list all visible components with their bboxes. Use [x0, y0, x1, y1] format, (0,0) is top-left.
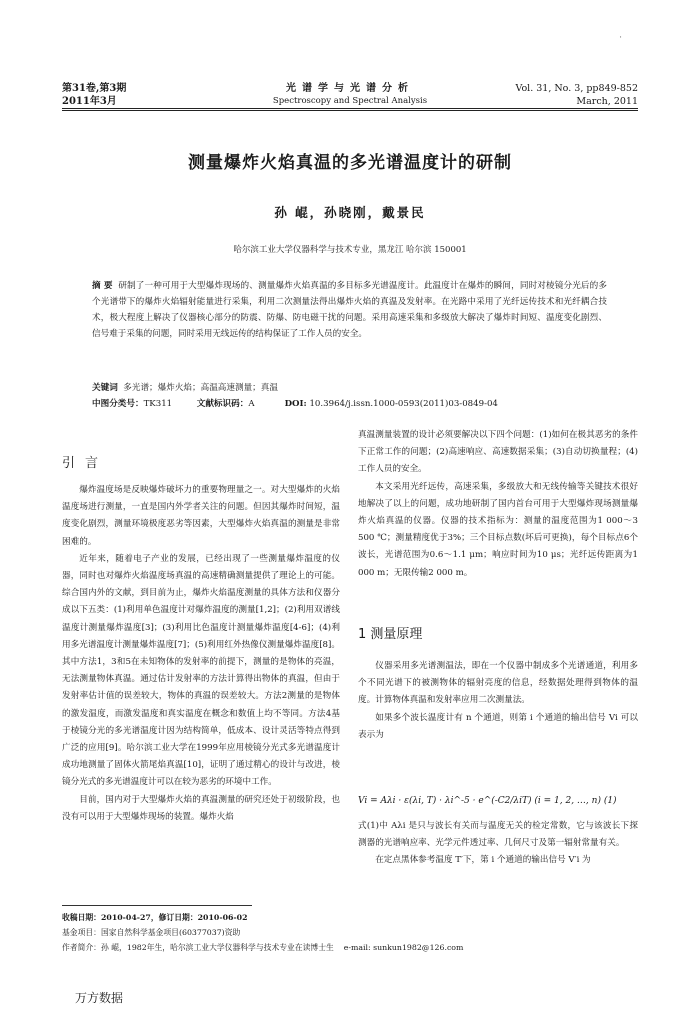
keywords-label: 关键词	[92, 383, 118, 393]
principle-paragraph: 如果多个波长温度计有 n 个通道，则第 i 个通道的输出信号 Vi 可以表示为	[358, 712, 638, 740]
journal-name	[250, 82, 450, 108]
journal-name-en: Spectroscopy and Spectral Analysis	[272, 96, 428, 106]
abstract-label: 摘 要	[92, 281, 113, 291]
section-heading-principle: 1 测量原理	[358, 627, 423, 642]
keywords-text: 多光谱；爆炸火焰；高温高速测量；真温	[123, 383, 278, 393]
left-column	[62, 482, 340, 826]
author-bio-text: 作者简介：孙 崐，1982年生，哈尔滨工业大学仪器科学与技术专业在读博士生	[62, 943, 334, 952]
author-email: e-mail: sunkun1982@126.com	[343, 943, 464, 952]
right-column	[358, 427, 638, 582]
margin-mark: ·	[619, 33, 622, 43]
principle-text	[358, 658, 638, 744]
keywords-block	[92, 380, 612, 412]
abstract-text: 研制了一种可用于大型爆炸现场的、测量爆炸火焰真温的多目标多光谱温度计。此温度计在爆炸的瞬间，同时对棱镜分光后的多个光谱带下的爆炸火焰辐射能量进行采集，利用二次测量法得出爆炸火焰的真温及发射率。在光路中采用了光纤远传技术和光纤耦合技术，极大程度上解决了仪器核心部分的防震、防爆、防电磁干扰的问题。采用高速采集和多级放大解决了爆炸时间短、温度变化剧烈、信号难于采集的问题，同时采用无线远传的结构保证了工作人员的安全。	[92, 281, 607, 339]
volume-issue: 第31卷,第3期	[62, 83, 127, 94]
header-rule-thin	[62, 110, 638, 111]
volume-pages: Vol. 31, No. 3, pp849-852	[515, 83, 638, 94]
footnotes	[62, 910, 642, 955]
doi-label: DOI:	[284, 399, 307, 409]
explanation-paragraph: 式(1)中 Aλi 是只与波长有关而与温度无关的检定常数，它与该波长下探测器的光谱响应率、光学元件透过率、几何尺寸及第一辐射常量有关。	[358, 821, 638, 849]
watermark: 万方数据	[75, 991, 124, 1005]
paper-title: 测量爆炸火焰真温的多光谱温度计的研制	[188, 153, 512, 173]
author-bio	[62, 940, 642, 955]
intro-paragraph: 目前，国内对于大型爆炸火焰的真温测量的研究还处于初级阶段，也没有可以用于大型爆炸现场的装置。爆炸火焰	[62, 794, 340, 822]
abstract	[92, 278, 607, 342]
section-heading-intro: 引言	[62, 456, 109, 471]
publication-date-en: March, 2011	[576, 96, 638, 107]
journal-volume-info	[62, 82, 126, 108]
header-rule	[62, 108, 638, 109]
paper-authors: 孙 崐，孙晓刚，戴景民	[274, 205, 426, 220]
formula-explanation	[358, 818, 638, 870]
publication-date: 2011年3月	[62, 96, 117, 107]
right-paragraph: 本文采用光纤远传，高速采集，多级放大和无线传输等关键技术很好地解决了以上的问题，成功地研制了国内首台可用于大型爆炸现场测量爆炸火焰真温的仪器。仪器的技术指标为：测量的温度范围为1 000～3 500 ℃；测量精度优于3%；三个目标点数(坏后可更换)，每个目标点6个波长，光谱范围为0.6～1.1 μm；响应时间为10 μs；光纤远传距离为1 000 m；无限传输2 000 m。	[358, 481, 638, 578]
clc-label: 中图分类号：	[92, 399, 144, 409]
journal-name-cn: 光谱学与光谱分析	[286, 83, 414, 94]
right-paragraph: 真温测量装置的设计必须要解决以下四个问题：(1)如何在极其恶劣的条件下正常工作的问题；(2)高速响应、高速数据采集；(3)自动切换量程；(4)工作人员的安全。	[358, 430, 638, 475]
journal-volume-info-en	[515, 82, 638, 108]
keywords-line	[92, 380, 612, 396]
clc-value: TK311	[143, 399, 173, 409]
doc-code-value: A	[248, 399, 255, 409]
equation-1: Vi = Aλi · ε(λi, T) · λi^-5 · e^(-C2/λiT) (i = 1, 2, …, n) (1)	[358, 796, 617, 806]
received-date: 收稿日期：2010-04-27，修订日期：2010-06-02	[62, 913, 248, 922]
explanation-paragraph: 在定点黑体参考温度 T′下，第 i 个通道的输出信号 V′i 为	[375, 855, 591, 866]
classification-line	[92, 396, 612, 412]
fund-info: 基金项目：国家自然科学基金项目(60377037)资助	[62, 928, 241, 937]
footnote-rule	[62, 905, 252, 906]
principle-paragraph: 仪器采用多光谱测温法，即在一个仪器中制成多个光谱通道，利用多个不同光谱下的被测物体的辐射亮度的信息，经数据处理得到物体的温度。计算物体真温和发射率应用二次测量法。	[358, 661, 638, 706]
intro-paragraph: 爆炸温度场是反映爆炸破坏力的重要物理量之一。对大型爆炸的火焰温度场进行测量，一直是国内外学者关注的问题。但因其爆炸时间短，温度变化剧烈，测量环境极度恶劣等因素，大型爆炸火焰真温的测量是非常困难的。	[62, 485, 340, 547]
author-affiliation: 哈尔滨工业大学仪器科学与技术专业，黑龙江 哈尔滨 150001	[233, 245, 467, 255]
doi-value: 10.3964/j.issn.1000-0593(2011)03-0849-04	[309, 399, 498, 409]
intro-paragraph: 近年来，随着电子产业的发展，已经出现了一些测量爆炸温度的仪器，同时也对爆炸火焰温度场真温的高速精确测量提供了理论上的可能。综合国内外的文献，到目前为止，爆炸火焰温度测量的具体方法和仪器分成以下五类：(1)利用单色温度计对爆炸温度的测量[1,2]；(2)利用双谱线温度计测量爆炸温度[3]；(3)利用比色温度计测量爆炸温度[4-6]；(4)利用多光谱温度计测量爆炸温度[7]；(5)利用红外热像仪测量爆炸温度[8]。其中方法1，3和5在未知物体的发射率的前提下，测量的是物体的亮温，无法测量物体真温。通过估计发射率的方法计算得出物体的真温，但由于发射率估计值的误差较大，物体的真温的误差较大。方法2测量的是物体的激发温度，而激发温度和真实温度在概念和数值上均不等同。方法4基于棱镜分光的多光谱温度计因为结构简单，低成本、设计灵活等特点得到广泛的应用[9]。哈尔滨工业大学在1999年应用棱镜分光式多光谱温度计成功地测量了固体火箭尾焰真温[10]，证明了通过精心的设计与改进，棱镜分光式的多光谱温度计可以在较为恶劣的环境中工作。	[62, 553, 340, 788]
doc-code-label: 文献标识码：	[196, 399, 249, 409]
